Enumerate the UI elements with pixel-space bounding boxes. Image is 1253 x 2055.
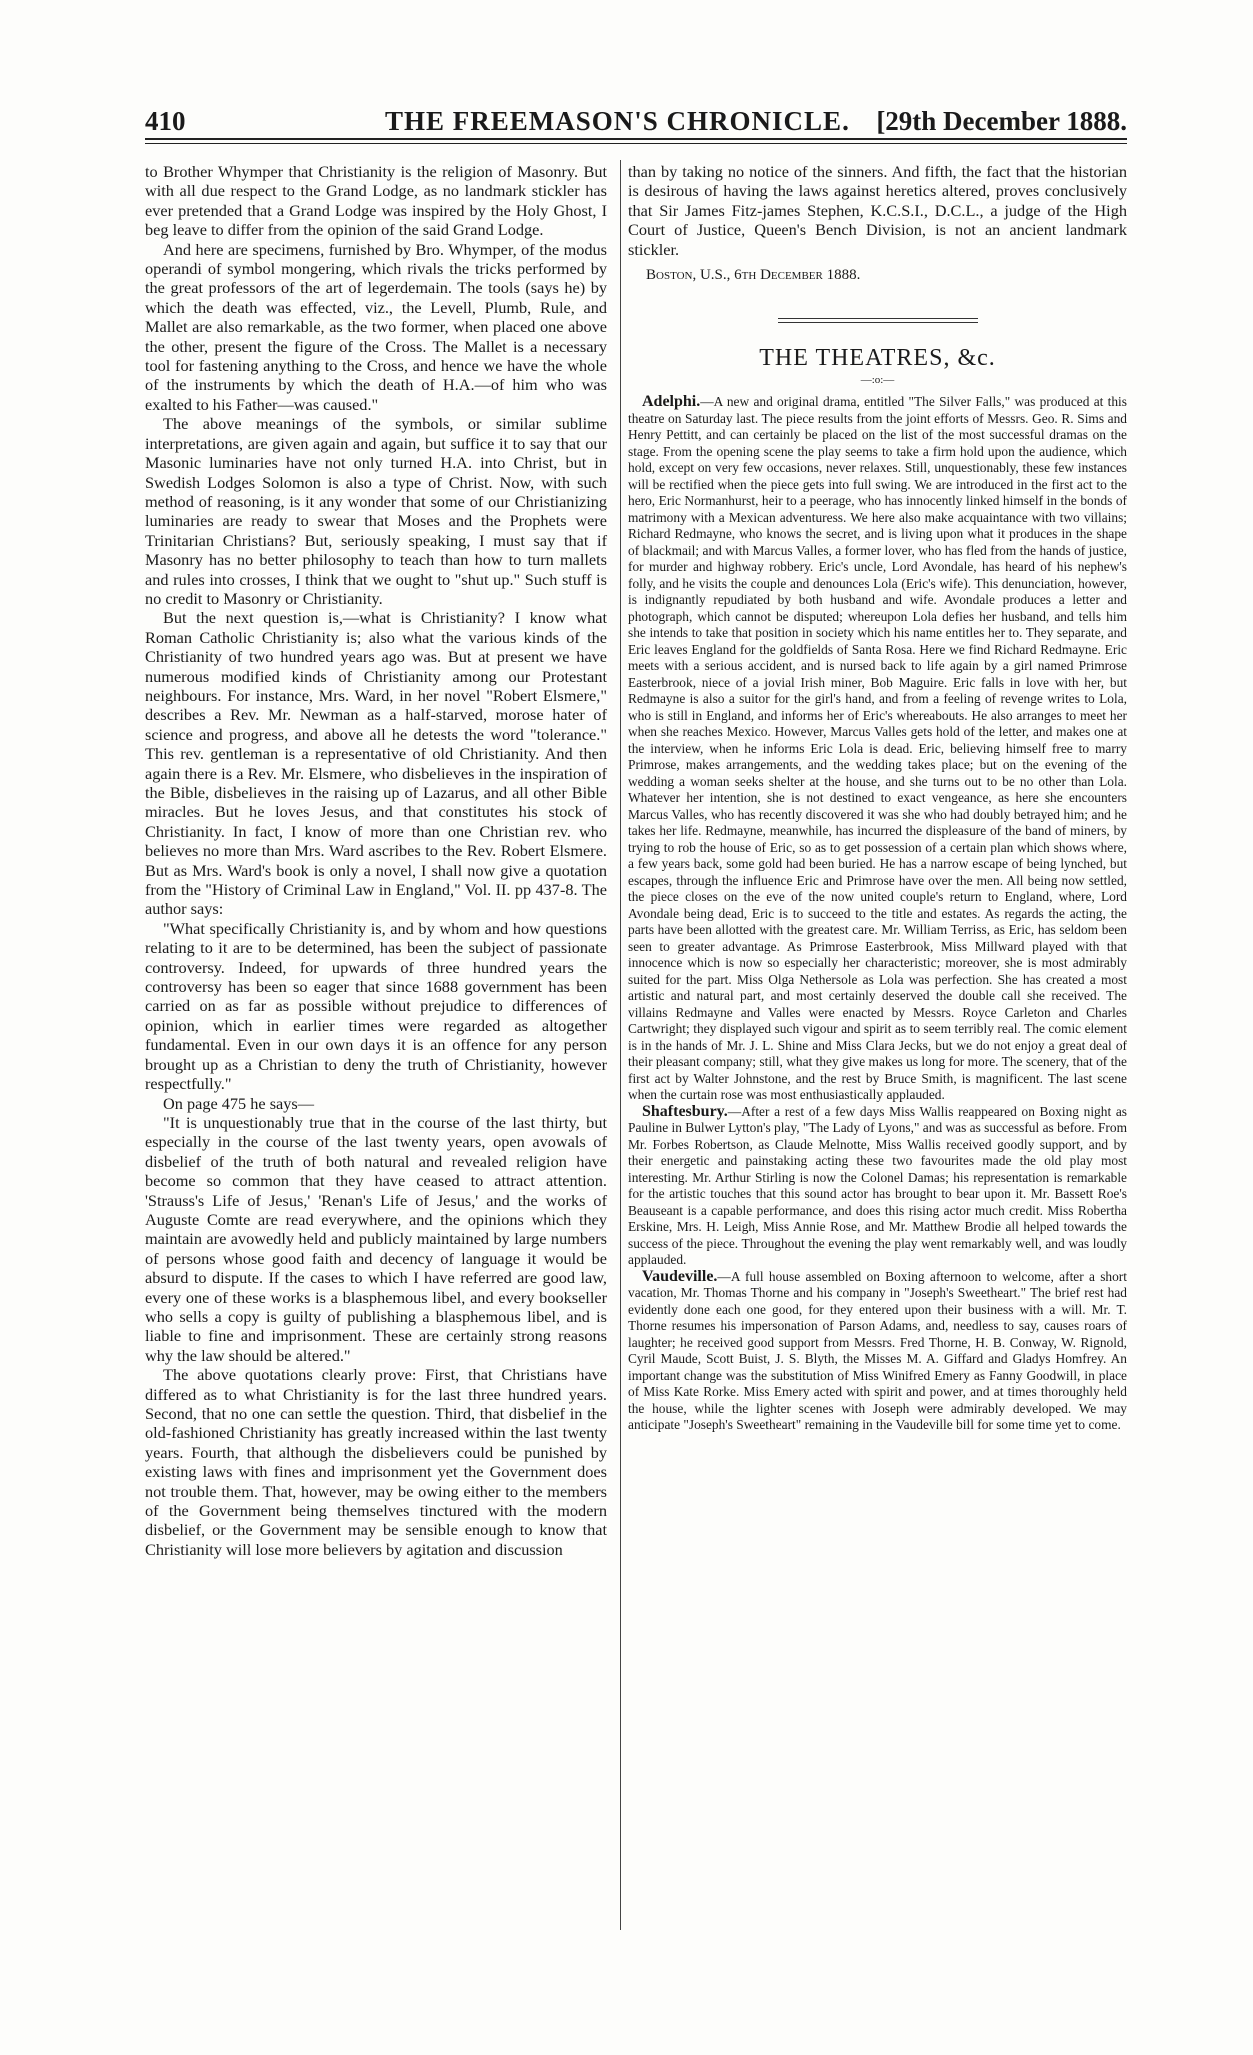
theatre-reviews: [628, 394, 1127, 1434]
article-paragraph: The above quotations clearly prove: First, that Christians have differed as to what Christianity is for the last three hundred years. Second, that no one can settle the question. Third, that disbelief in the old-fashioned Christianity has greatly increased within the last twenty years. Fourth, that although the disbelievers could be punished by existing laws with fines and imprisonment yet the Government does not trouble them. That, however, may be owing either to the members of the Government being themselves tinctured with the modern disbelief, or the Government may be sensible enough to know that Christianity will lose more believers by agitation and discussion: [145, 1365, 607, 1559]
title-ornament: —:o:—: [860, 374, 895, 387]
review-shaftesbury: [628, 1104, 1127, 1269]
column-divider: [620, 160, 621, 1930]
review-theatre-name: Vaudeville.: [642, 1267, 718, 1285]
article-signature: Boston, U.S., 6th December 1888.: [646, 267, 861, 284]
section-separator: [778, 318, 978, 319]
article-paragraph: than by taking no notice of the sinners. And fifth, the fact that the historian is desirous of having the laws against heretics altered, proves conclusively that Sir James Fitz-james Stephen, K.C.S.I., D.C.L., a judge of the High Court of Justice, Queen's Bench Division, is not an ancient landmark stickler.: [628, 162, 1127, 259]
left-column: [145, 162, 607, 1559]
issue-date: [29th December 1888.: [876, 106, 1127, 136]
article-paragraph: On page 475 he says—: [163, 1093, 315, 1113]
page-number: 410: [145, 106, 186, 136]
review-text: —After a rest of a few days Miss Wallis reappeared on Boxing night as Pauline in Bulwer Lytton's play, "The Lady of Lyons," and was as successful as before. From Mr. Forbes Robertson, as Claude Melnotte, Miss Wallis received goodly support, and by their energetic and painstaking acting these two favourites made the old play most interesting. Mr. Arthur Stirling is now the Colonel Damas; his representation is remarkable for the artistic touches that this sound actor has brought to bear upon it. Mr. Bassett Roe's Beauseant is a capable performance, and does this rising actor much credit. Miss Robertha Erskine, Mrs. H. Leigh, Miss Annie Rose, and Mr. Matthew Brodie all helped towards the success of the piece. Throughout the evening the play went remarkably well, and was loudly applauded.: [628, 1103, 1127, 1268]
article-paragraph: "What specifically Christianity is, and by whom and how questions relating to it are to be determined, has been the subject of passionate controversy. Indeed, for upwards of three hundred years the controversy has been so eager that since 1688 government has been carried on as far as possible without prejudice to differences of opinion, which in earlier times were regarded as altogether fundamental. Even in our own days it is an offence for any person brought up as a Christian to deny the truth of Christianity, however respectfully.": [145, 918, 607, 1094]
section-title: THE THEATRES, &c.: [759, 345, 996, 372]
header-rule: [145, 138, 1127, 140]
right-column: [628, 162, 1127, 1434]
review-text: —A full house assembled on Boxing afternoon to welcome, after a short vacation, Mr. Thomas Thorne and his company in "Joseph's Sweetheart." The brief rest had evidently done each one good, for they entered upon their business with a will. Mr. T. Thorne resumes his impersonation of Parson Adams, and, needless to say, causes roars of laughter; he received good support from Messrs. Fred Thorne, H. B. Conway, W. Rignold, Cyril Maude, Scott Buist, J. S. Blyth, the Misses M. A. Giffard and Gladys Homfrey. An important change was the substitution of Miss Winifred Emery as Fanny Goodwill, in place of Miss Kate Rorke. Miss Emery acted with spirit and power, and at times thoroughly held the house, while the lighter scenes with Joseph were admirably developed. We may anticipate "Joseph's Sweetheart" remaining in the Vaudeville bill for some time yet to come.: [628, 1268, 1127, 1433]
publication-title: THE FREEMASON'S CHRONICLE.: [385, 106, 850, 136]
article-paragraph: And here are specimens, furnished by Bro. Whymper, of the modus operandi of symbol mongering, which rivals the tricks performed by the great professors of the art of legerdemain. The tools (says he) by which the death was effected, viz., the Levell, Plumb, Rule, and Mallet are also remarkable, as the two former, when placed one above the other, present the figure of the Cross. The Mallet is a necessary tool for fastening anything to the Cross, and hence we have the whole of the instruments by which the death of H.A.—of him who was exalted to his Father—was caused.": [145, 239, 607, 414]
header-rule-thin: [145, 143, 1127, 144]
article-paragraph: But the next question is,—what is Christianity? I know what Roman Catholic Christianity is; also what the various kinds of the Christianity of two hundred years ago was. But at present we have numerous modified kinds of Christianity among our Protestant neighbours. For instance, Mrs. Ward, in her novel "Robert Elsmere," describes a Rev. Mr. Newman as a half-starved, morose hater of science and progress, and above all he detests the word "tolerance." This rev. gentleman is a representative of old Christianity. And then again there is a Rev. Mr. Elsmere, who disbelieves in the inspiration of the Bible, disbelieves in the raising up of Lazarus, and all other Bible miracles. But he loves Jesus, and that constitutes his stock of Christianity. In fact, I know of more than one Christian rev. who believes no more than Mrs. Ward ascribes to the Rev. Robert Elsmere. But as Mrs. Ward's book is only a novel, I shall now give a quotation from the "History of Criminal Law in England," Vol. II. pp 437-8. The author says:: [145, 608, 607, 919]
review-theatre-name: Shaftesbury.: [642, 1102, 728, 1120]
review-adelphi: [628, 394, 1127, 1104]
article-paragraph: The above meanings of the symbols, or similar sublime interpretations, are given again and again, but suffice it to say that our Masonic luminaries have not only turned H.A. into Christ, but in Swedish Lodges Solomon is also a type of Christ. Now, with such method of reasoning, is it any wonder that some of our Christianizing luminaries are ready to swear that Moses and the Prophets were Trinitarian Christians? But, seriously speaking, I must say that if Masonry has no better philosophy to teach than how to turn mallets and rules into crosses, I think that we ought to "shut up." Such stuff is no credit to Masonry or Christianity.: [145, 414, 607, 608]
article-continuation: [628, 162, 1127, 259]
page-header: [145, 106, 1127, 136]
section-separator-thin: [778, 322, 978, 323]
review-theatre-name: Adelphi.: [642, 393, 701, 411]
review-text: —A new and original drama, entitled "The Silver Falls," was produced at this theatre on Saturday last. The piece results from the joint efforts of Messrs. Geo. R. Sims and Henry Pettitt, and can certainly be placed on the list of the most successful dramas on the stage. From the opening scene the play seems to take a firm hold upon the audience, which hold, except on very few occasions, never relaxes. Still, unquestionably, these few instances will be rectified when the piece gets into full swing. We are introduced in the first act to the hero, Eric Normanhurst, heir to a peerage, who has innocently linked himself in the bonds of matrimony with a Mexican adventuress. We here also make acquaintance with two villains; Richard Redmayne, who knows the secret, and is living upon what it produces in the shape of blackmail; and with Marcus Valles, a former lover, who has fled from the hands of justice, for murder and highway robbery. Eric's uncle, Lord Avondale, has heard of his nephew's folly, and he visits the couple and denounces Lola (Eric's wife). This denunciation, however, is indignantly repudiated by both husband and wife. Avondale produces a letter and photograph, which cannot be disputed; whereupon Lola defies her husband, and tells him she intends to take that position in society which his name entitles her to. They separate, and Eric leaves England for the goldfields of Santa Rosa. Here we find Richard Redmayne. Eric meets with a serious accident, and is nursed back to life again by a girl named Primrose Easterbrook, niece of a jovial Irish miner, Bob Maguire. Eric falls in love with her, but Redmayne is also a suitor for the girl's hand, and from a feeling of revenge writes to Lola, who is still in England, and informs her of Eric's whereabouts. He also arranges to meet her when she reaches Mexico. However, Marcus Valles gets hold of the letter, and makes one at the interview, when he informs Eric Lola is dead. Eric, believing himself free to marry Primrose, makes arrangements, and the wedding takes place; but on the evening of the wedding a woman seeks shelter at the house, and she turns out to be no other than Lola. Whatever her intention, she is not destined to exact vengeance, as here she encounters Marcus Valles, who has recently discovered it was she who had doubly betrayed him; and he takes her life. Redmayne, meanwhile, has incurred the displeasure of the band of miners, by trying to rob the house of Eric, so as to get possession of a certain plan which shows where, a few years back, some gold had been buried. He has a narrow escape of being lynched, but escapes, through the influence Eric and Primrose have over the men. All being now settled, the piece closes on the eve of the now united couple's return to England, where, Lord Avondale being dead, Eric is to succeed to the title and estates. As regards the acting, the parts have been allotted with the greatest care. Mr. William Terriss, as Eric, has seldom been seen to greater advantage. As Primrose Easterbrook, Miss Millward played with that innocence which is now so especially her characteristic; moreover, she is most admirably suited for the part. Miss Olga Nethersole as Lola was perfection. She has created a most artistic and natural part, and most certainly deserved the double call she received. The villains Redmayne and Valles were enacted by Messrs. Royce Carleton and Charles Cartwright; they displayed such vigour and spirit as to seem terribly real. The comic element is in the hands of Mr. J. L. Shine and Miss Clara Jecks, but we do not enjoy a great deal of their pleasant company; still, what they give makes us long for more. The scenery, that of the first act by Walter Johnstone, and the rest by Bruce Smith, is magnificent. The last scene when the curtain rose was most enthusiastically applauded.: [628, 394, 1127, 1103]
article-paragraph: to Brother Whymper that Christianity is the religion of Masonry. But with all due respect to the Grand Lodge, as no landmark stickler has ever pretended that a Grand Lodge was inspired by the Holy Ghost, I beg leave to differ from the opinion of the said Grand Lodge.: [145, 162, 607, 240]
review-vaudeville: [628, 1269, 1127, 1434]
article-paragraph: "It is unquestionably true that in the course of the last thirty, but especially in the course of the last twenty years, open avowals of disbelief of the truth of both natural and revealed religion have become so common that they have ceased to attract attention. 'Strauss's Life of Jesus,' 'Renan's Life of Jesus,' and the works of Auguste Comte are read everywhere, and the opinions which they maintain are avowedly held and publicly maintained by large numbers of persons whose good faith and decency of language it would be absurd to dispute. If the cases to which I have referred are good law, every one of these works is a blasphemous libel, and every bookseller who sells a copy is guilty of publishing a blasphemous libel, and is liable to fine and imprisonment. These are certainly strong reasons why the law should be altered.": [145, 1112, 607, 1365]
